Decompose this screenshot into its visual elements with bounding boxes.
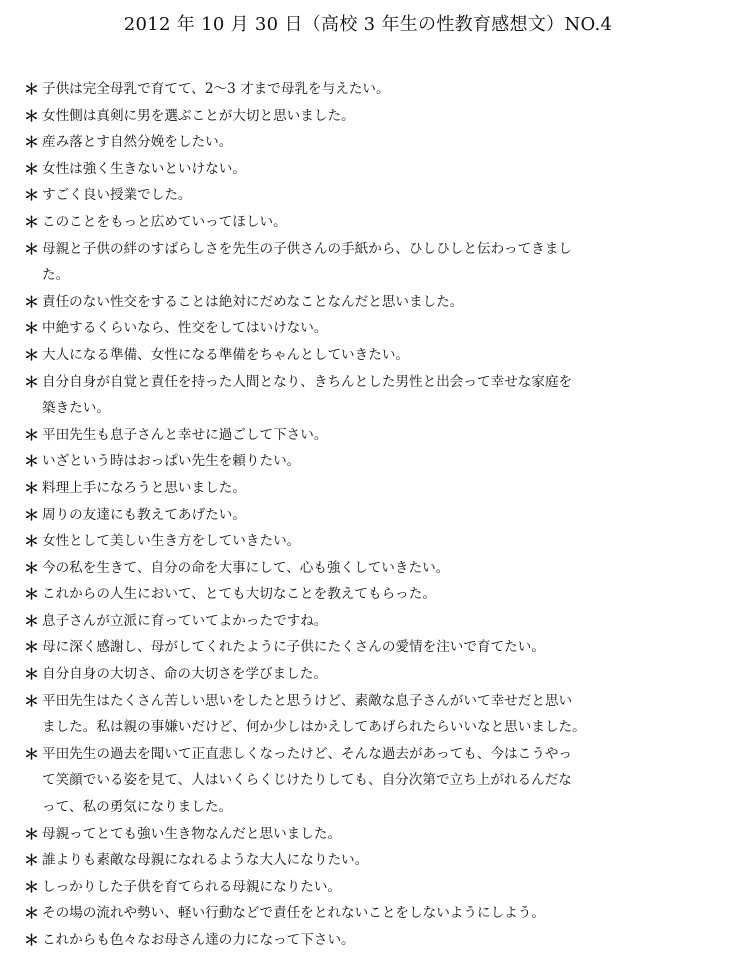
asterisk-bullet-icon: ＊ bbox=[24, 691, 40, 710]
list-item-line: すごく良い授業でした。 bbox=[42, 187, 192, 204]
list-item-line: これからの人生において、とても大切なことを教えてもらった。 bbox=[42, 586, 436, 603]
list-item bbox=[20, 502, 720, 529]
document-title: 2012 年 10 月 30 日（高校 3 年生の性教育感想文）NO.4 bbox=[123, 14, 613, 35]
list-item bbox=[20, 156, 720, 183]
list-item-line: て笑顔でいる姿を見て、人はいくらくじけたりしても、自分次第で立ち上がれるんだな bbox=[42, 772, 572, 789]
asterisk-bullet-icon: ＊ bbox=[24, 824, 40, 843]
asterisk-bullet-icon: ＊ bbox=[24, 319, 40, 338]
asterisk-bullet-icon: ＊ bbox=[24, 80, 40, 98]
asterisk-bullet-icon: ＊ bbox=[24, 186, 40, 205]
list-item-line: 責任のない性交をすることは絶対にだめなことなんだと思いました。 bbox=[42, 293, 464, 310]
asterisk-bullet-icon: ＊ bbox=[24, 345, 40, 364]
list-item-line: このことをもっと広めていってほしい。 bbox=[42, 213, 287, 230]
asterisk-bullet-icon: ＊ bbox=[24, 638, 40, 657]
list-item bbox=[20, 581, 720, 608]
list-item-line: ました。私は親の事嫌いだけど、何か少しはかえしてあげられたらいいなと思いました。 bbox=[42, 719, 586, 736]
asterisk-bullet-icon: ＊ bbox=[24, 133, 40, 152]
list-item bbox=[20, 182, 720, 209]
list-item-line: 平田先生も息子さんと幸せに過ごして下さい。 bbox=[42, 426, 328, 443]
list-item bbox=[20, 289, 720, 316]
asterisk-bullet-icon: ＊ bbox=[24, 585, 40, 604]
list-item bbox=[20, 821, 720, 848]
asterisk-bullet-icon: ＊ bbox=[24, 372, 40, 391]
comment-list bbox=[20, 76, 720, 954]
asterisk-bullet-icon: ＊ bbox=[24, 532, 40, 551]
asterisk-bullet-icon: ＊ bbox=[24, 931, 40, 949]
list-item bbox=[20, 76, 720, 103]
list-item bbox=[20, 475, 720, 502]
asterisk-bullet-icon: ＊ bbox=[24, 106, 40, 125]
list-item-line: た。 bbox=[42, 267, 70, 284]
list-item-line: 自分自身の大切さ、命の大切さを学びました。 bbox=[42, 666, 327, 683]
asterisk-bullet-icon: ＊ bbox=[24, 425, 40, 444]
asterisk-bullet-icon: ＊ bbox=[24, 665, 40, 684]
list-item bbox=[20, 608, 720, 635]
list-item-line: 産み落とす自然分娩をしたい。 bbox=[42, 134, 233, 151]
list-item bbox=[20, 634, 720, 661]
asterisk-bullet-icon: ＊ bbox=[24, 478, 40, 497]
list-item-line: 自分自身が自覚と責任を持った人間となり、きちんとした男性と出会って幸せな家庭を bbox=[42, 373, 573, 390]
list-item bbox=[20, 103, 720, 130]
asterisk-bullet-icon: ＊ bbox=[24, 292, 40, 311]
asterisk-bullet-icon: ＊ bbox=[24, 452, 40, 471]
asterisk-bullet-icon: ＊ bbox=[24, 904, 40, 923]
list-item-line: 母に深く感謝し、母がしてくれたように子供にたくさんの愛情を注いで育てたい。 bbox=[42, 639, 545, 656]
list-item-line: 料理上手になろうと思いました。 bbox=[42, 479, 246, 496]
asterisk-bullet-icon: ＊ bbox=[24, 505, 40, 524]
list-item-line: 中絶するくらいなら、性交をしてはいけない。 bbox=[42, 320, 328, 337]
list-item-line: その場の流れや勢い、軽い行動などで責任をとれないことをしないようにしよう。 bbox=[42, 905, 545, 922]
list-item-line: 大人になる準備、女性になる準備をちゃんとしていきたい。 bbox=[42, 346, 410, 363]
list-item bbox=[20, 236, 720, 289]
list-item bbox=[20, 900, 720, 927]
list-item-line: 誰よりも素敵な母親になれるような大人になりたい。 bbox=[42, 852, 369, 869]
list-item-line: 女性側は真剣に男を選ぶことが大切と思いました。 bbox=[42, 107, 355, 124]
list-item bbox=[20, 342, 720, 369]
asterisk-bullet-icon: ＊ bbox=[24, 877, 40, 896]
asterisk-bullet-icon: ＊ bbox=[24, 611, 40, 630]
asterisk-bullet-icon: ＊ bbox=[24, 159, 40, 178]
list-item-line: 息子さんが立派に育っていてよかったですね。 bbox=[42, 612, 328, 629]
list-item bbox=[20, 555, 720, 582]
list-item-line: 周りの友達にも教えてあげたい。 bbox=[42, 506, 246, 523]
asterisk-bullet-icon: ＊ bbox=[24, 744, 40, 763]
list-item-line: 築きたい。 bbox=[42, 400, 110, 417]
list-item bbox=[20, 874, 720, 901]
list-item bbox=[20, 129, 720, 156]
list-item-line: 女性は強く生きないといけない。 bbox=[42, 160, 246, 177]
asterisk-bullet-icon: ＊ bbox=[24, 212, 40, 231]
list-item bbox=[20, 422, 720, 449]
list-item bbox=[20, 688, 720, 741]
list-item-line: 母親ってとても強い生き物なんだと思いました。 bbox=[42, 825, 342, 842]
list-item bbox=[20, 661, 720, 688]
asterisk-bullet-icon: ＊ bbox=[24, 851, 40, 870]
list-item bbox=[20, 315, 720, 342]
list-item bbox=[20, 741, 720, 821]
list-item-line: って、私の勇気になりました。 bbox=[42, 799, 233, 816]
list-item-line: 子供は完全母乳で育てて、2～3 才まで母乳を与えたい。 bbox=[42, 81, 390, 97]
list-item-line: しっかりした子供を育てられる母親になりたい。 bbox=[42, 878, 342, 895]
list-item-line: これからも色々なお母さん達の力になって下さい。 bbox=[42, 932, 355, 948]
list-item bbox=[20, 927, 720, 954]
list-item-line: 平田先生の過去を聞いて正直悲しくなったけど、そんな過去があっても、今はこうやっ bbox=[42, 745, 573, 762]
list-item bbox=[20, 528, 720, 555]
asterisk-bullet-icon: ＊ bbox=[24, 558, 40, 577]
list-item bbox=[20, 209, 720, 236]
list-item-line: 平田先生はたくさん苦しい思いをしたと思うけど、素敵な息子さんがいて幸せだと思い bbox=[42, 692, 573, 709]
list-item-line: いざという時はおっぱい先生を頼りたい。 bbox=[42, 453, 301, 470]
asterisk-bullet-icon: ＊ bbox=[24, 239, 40, 258]
list-item-line: 母親と子供の絆のすばらしさを先生の子供さんの手紙から、ひしひしと伝わってきまし bbox=[42, 240, 573, 257]
list-item bbox=[20, 369, 720, 422]
list-item bbox=[20, 847, 720, 874]
list-item bbox=[20, 448, 720, 475]
list-item-line: 今の私を生きて、自分の命を大事にして、心も強くしていきたい。 bbox=[42, 559, 450, 576]
list-item-line: 女性として美しい生き方をしていきたい。 bbox=[42, 533, 301, 550]
